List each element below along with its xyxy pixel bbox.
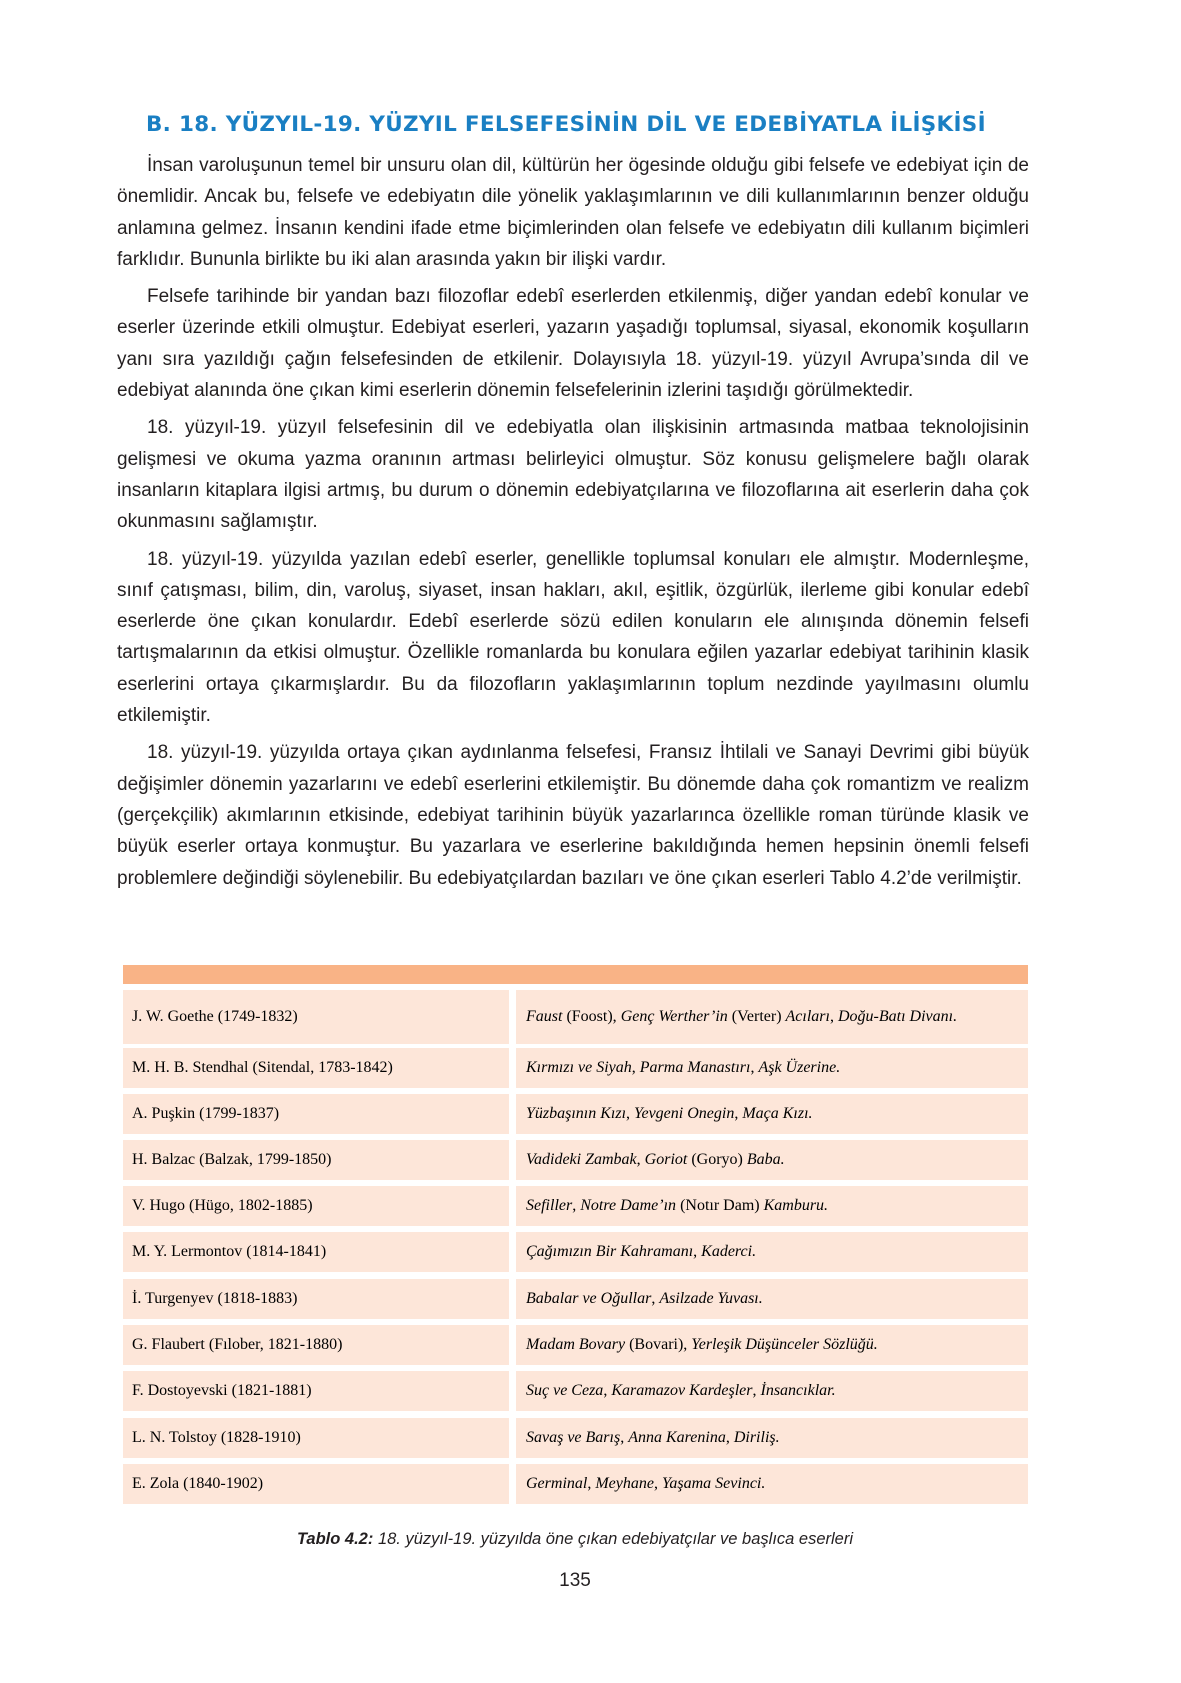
works-text: [526, 1193, 828, 1219]
work-note: ,: [626, 1105, 635, 1122]
work-title: Faust: [526, 1008, 563, 1025]
work-title: Asilzade Yuvası.: [659, 1290, 763, 1307]
author-cell: M. H. B. Stendhal (Sitendal, 1783-1842): [123, 1048, 509, 1088]
works-cell: [516, 1371, 1028, 1411]
work-note: ,: [752, 1382, 761, 1399]
author-cell: L. N. Tolstoy (1828-1910): [123, 1418, 509, 1458]
work-note: (Goryo): [687, 1151, 747, 1168]
work-title: Anna Karenina: [628, 1429, 726, 1446]
work-title: Maça Kızı.: [742, 1105, 813, 1122]
table-row: [123, 1418, 1028, 1458]
work-note: (Verter): [727, 1008, 786, 1025]
work-title: Madam Bovary: [526, 1336, 626, 1353]
table-caption: [0, 1530, 1150, 1549]
work-note: (Bovari),: [625, 1336, 692, 1353]
work-note: ,: [636, 1151, 645, 1168]
paragraph: 18. yüzyıl-19. yüzyılda ortaya çıkan aydınlanma felsefesi, Fransız İhtilali ve Sanayi Devrimi gibi büyük değişimler dönemin yazarlarını ve edebî eserlerini etkilemiştir. Bu dönemde daha çok romantizm ve realizm (gerçekçilik) akımlarının etkisinde, edebiyat tarihinin büyük yazarlarınca özellikle roman türünde klasik ve büyük eserler ortaya konmuştur. Bu yazarlara ve eserlerine bakıldığında hemen hepsinin önemli felsefi problemlere değindiği söylenebilir. Bu edebiyatçılardan bazıları ve öne çıkan eserleri Tablo 4.2’de verilmiştir.: [117, 742, 1029, 889]
table-row: [123, 1371, 1028, 1411]
works-cell: [516, 990, 1028, 1044]
page-number: 135: [559, 1570, 591, 1591]
works-cell: [516, 1232, 1028, 1272]
table-header-bar: [123, 965, 1028, 984]
section-heading: B. 18. YÜZYIL-19. YÜZYIL FELSEFESİNİN DİL VE EDEBİYATLA İLİŞKİSİ: [146, 112, 986, 137]
table-row: [123, 1186, 1028, 1226]
work-title: Genç Werther’in: [620, 1008, 728, 1025]
work-title: Karamazov Kardeşler: [611, 1382, 753, 1399]
table-row: [123, 1464, 1028, 1504]
caption-text: 18. yüzyıl-19. yüzyılda öne çıkan edebiyatçılar ve başlıca eserleri: [373, 1530, 854, 1548]
works-cell: [516, 1325, 1028, 1365]
works-text: [526, 1101, 813, 1127]
work-title: Aşk Üzerine.: [758, 1059, 841, 1076]
table-row: [123, 1232, 1028, 1272]
works-cell: [516, 1140, 1028, 1180]
work-note: ,: [620, 1429, 629, 1446]
paragraph: Felsefe tarihinde bir yandan bazı filozoflar edebî eserlerden etkilenmiş, diğer yandan edebî konular ve eserler üzerinde etkili olmuştur. Edebiyat eserleri, yazarın yaşadığı toplumsal, siyasal, ekonomik koşulların yanı sıra yazıldığı çağın felsefesinden de etkilenir. Dolayısıyla 18. yüzyıl-19. yüzyıl Avrupa’sında dil ve edebiyat alanında öne çıkan kimi eserlerin dönemin felsefelerinin izlerini taşıdığı görülmektedir.: [117, 286, 1029, 402]
work-note: (Notır Dam): [676, 1197, 764, 1214]
works-text: [526, 1332, 878, 1358]
table-row: [123, 1279, 1028, 1319]
paragraph: 18. yüzyıl-19. yüzyılda yazılan edebî eserler, genellikle toplumsal konuları ele almıştır. Modernleşme, sınıf çatışması, bilim, din, varoluş, siyaset, insan hakları, akıl, eşitlik, özgürlük, ilerleme gibi konular edebî eserlerde öne çıkan konulardır. Edebî eserlerde sözü edilen konuların ele alınışında dönemin felsefi tartışmalarının da etkisi olmuştur. Özellikle romanlarda bu konulara eğilen yazarlar edebiyat tarihinin klasik eserlerini ortaya çıkarmışlardır. Bu da filozofların yaklaşımlarının toplum nezdinde yayılmasını olumlu etkilemiştir.: [117, 548, 1029, 727]
table-row: [123, 1048, 1028, 1088]
table-row: [123, 1325, 1028, 1365]
body-text: [117, 150, 1029, 900]
work-note: ,: [587, 1475, 596, 1492]
author-cell: İ. Turgenyev (1818-1883): [123, 1279, 509, 1319]
work-title: Savaş ve Barış: [526, 1429, 621, 1446]
author-cell: A. Puşkin (1799-1837): [123, 1094, 509, 1134]
works-text: [526, 1425, 780, 1451]
work-title: Babalar ve Oğullar: [526, 1290, 652, 1307]
author-cell: E. Zola (1840-1902): [123, 1464, 509, 1504]
caption-label: Tablo 4.2:: [296, 1530, 374, 1548]
works-text: [526, 1147, 785, 1173]
work-title: Germinal: [526, 1475, 588, 1492]
work-title: Yaşama Sevinci.: [661, 1475, 766, 1492]
work-note: ,: [750, 1059, 759, 1076]
work-note: ,: [603, 1382, 612, 1399]
work-note: ,: [631, 1059, 640, 1076]
work-note: ,: [725, 1429, 734, 1446]
author-cell: M. Y. Lermontov (1814-1841): [123, 1232, 509, 1272]
author-cell: J. W. Goethe (1749-1832): [123, 990, 509, 1044]
author-cell: V. Hugo (Hügo, 1802-1885): [123, 1186, 509, 1226]
work-title: Notre Dame’ın: [580, 1197, 677, 1214]
work-note: ,: [572, 1197, 581, 1214]
paragraph: 18. yüzyıl-19. yüzyıl felsefesinin dil ve edebiyatla olan ilişkisinin artmasında matbaa teknolojisinin gelişmesi ve okuma yazma oranının artması belirleyici olmuştur. Söz konusu gelişmelere bağlı olarak insanların kitaplara ilgisi artmış, bu durum o dönemin edebiyatçılarına ve filozoflarına ait eserlerin daha çok okunmasını sağlamıştır.: [117, 417, 1029, 533]
work-note: ,: [829, 1008, 838, 1025]
work-title: Suç ve Ceza: [526, 1382, 604, 1399]
works-cell: [516, 1048, 1028, 1088]
work-title: Diriliş.: [733, 1429, 780, 1446]
work-title: Kamburu.: [763, 1197, 829, 1214]
work-note: ,: [653, 1475, 662, 1492]
table-row: [123, 990, 1028, 1044]
work-title: Kaderci.: [701, 1243, 757, 1260]
author-cell: G. Flaubert (Fılober, 1821-1880): [123, 1325, 509, 1365]
works-text: [526, 1004, 957, 1030]
work-note: ,: [651, 1290, 660, 1307]
works-text: [526, 1471, 765, 1497]
works-text: [526, 1055, 840, 1081]
work-title: Parma Manastırı: [639, 1059, 751, 1076]
works-cell: [516, 1418, 1028, 1458]
table-row: [123, 1094, 1028, 1134]
works-cell: [516, 1279, 1028, 1319]
work-title: Goriot: [644, 1151, 688, 1168]
work-title: Sefiller: [526, 1197, 573, 1214]
works-cell: [516, 1094, 1028, 1134]
work-title: İnsancıklar.: [760, 1382, 836, 1399]
author-cell: F. Dostoyevski (1821-1881): [123, 1371, 509, 1411]
works-text: [526, 1239, 756, 1265]
work-title: Meyhane: [595, 1475, 654, 1492]
work-title: Vadideki Zambak: [526, 1151, 637, 1168]
work-title: Baba.: [746, 1151, 785, 1168]
works-text: [526, 1378, 836, 1404]
table-row: [123, 1140, 1028, 1180]
author-cell: H. Balzac (Balzak, 1799-1850): [123, 1140, 509, 1180]
work-title: Çağımızın Bir Kahramanı: [526, 1243, 694, 1260]
works-text: [526, 1286, 763, 1312]
work-note: ,: [693, 1243, 702, 1260]
work-title: Kırmızı ve Siyah: [526, 1059, 632, 1076]
works-cell: [516, 1464, 1028, 1504]
works-cell: [516, 1186, 1028, 1226]
work-note: ,: [734, 1105, 743, 1122]
work-title: Yevgeni Onegin: [634, 1105, 735, 1122]
work-title: Acıları: [785, 1008, 830, 1025]
work-title: Yüzbaşının Kızı: [526, 1105, 627, 1122]
work-title: Yerleşik Düşünceler Sözlüğü.: [691, 1336, 878, 1353]
paragraph: İnsan varoluşunun temel bir unsuru olan dil, kültürün her ögesinde olduğu gibi felsefe ve edebiyat için de önemlidir. Ancak bu, felsefe ve edebiyatın dile yönelik yaklaşımlarının ve dili kullanımlarının benzer olduğu anlamına gelmez. İnsanın kendini ifade etme biçimlerinden olan felsefe ve edebiyatın dili kullanım biçimleri farklıdır. Bununla birlikte bu iki alan arasında yakın bir ilişki vardır.: [117, 155, 1029, 270]
work-note: (Foost),: [562, 1008, 621, 1025]
work-title: Doğu-Batı Divanı.: [837, 1008, 958, 1025]
